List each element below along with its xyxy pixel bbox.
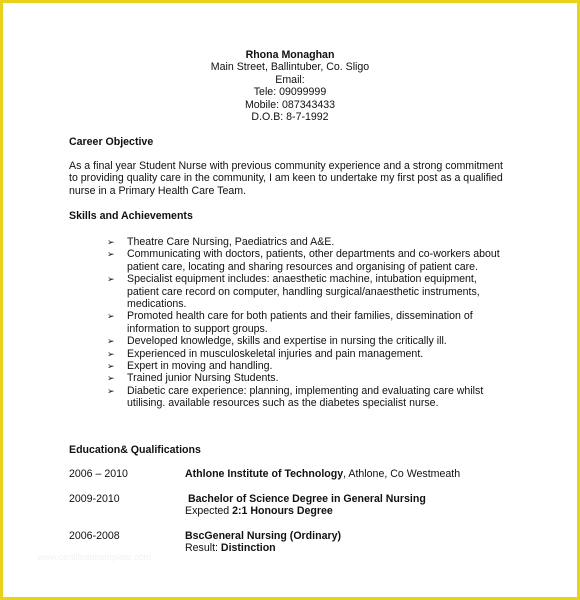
- skill-line: information to support groups.: [127, 322, 268, 335]
- arrow-right-icon: ➢: [107, 274, 115, 285]
- objective-line: As a final year Student Nurse with previous community experience and a strong commitment: [69, 160, 503, 172]
- education-date: 2009-2010: [69, 493, 120, 505]
- result-label: Expected: [185, 505, 233, 518]
- skill-line: medications.: [127, 298, 187, 311]
- telephone: Tele: 09099999: [253, 86, 327, 99]
- education-detail: [185, 493, 426, 518]
- skill-line: patient care, locating and sharing resources and organising of patient care.: [127, 260, 478, 273]
- contact-header: [3, 49, 577, 123]
- institution-location: , Athlone, Co Westmeath: [343, 468, 461, 480]
- skills-list: [107, 236, 527, 410]
- list-item: [107, 372, 527, 384]
- skill-line: Specialist equipment includes: anaesthetic machine, intubation equipment,: [127, 273, 477, 286]
- arrow-right-icon: ➢: [107, 311, 115, 322]
- education-heading: Education& Qualifications: [69, 444, 201, 456]
- career-objective-heading: Career Objective: [69, 136, 154, 148]
- arrow-right-icon: ➢: [107, 361, 115, 372]
- result-label: Result:: [185, 542, 221, 555]
- arrow-right-icon: ➢: [107, 237, 115, 247]
- skill-line: Developed knowledge, skills and expertise in nursing the critically ill.: [127, 335, 447, 348]
- qualification-result: [185, 505, 426, 517]
- education-date: 2006-2008: [69, 530, 120, 542]
- applicant-name: Rhona Monaghan: [245, 49, 335, 61]
- skill-line: patient care record on computer, handling surgical/anaesthetic instruments,: [127, 285, 480, 298]
- skill-line: Experienced in musculoskeletal injuries and pain management.: [127, 347, 424, 360]
- arrow-right-icon: ➢: [107, 336, 115, 347]
- arrow-right-icon: ➢: [107, 348, 115, 359]
- qualification-name: Bachelor of Science Degree in General Nursing: [185, 493, 426, 505]
- skill-line: Diabetic care experience: planning, implementing and evaluating care whilst: [127, 384, 484, 397]
- list-item: [107, 348, 527, 360]
- list-item: [107, 335, 527, 347]
- skill-line: Theatre Care Nursing, Paediatrics and A&E.: [127, 236, 335, 248]
- qualification-name: BscGeneral Nursing (Ordinary): [185, 530, 342, 542]
- education-date: 2006 – 2010: [69, 468, 128, 480]
- result-value: Distinction: [220, 542, 276, 555]
- objective-line: nurse in a Primary Health Care Team.: [69, 184, 247, 197]
- watermark: www.certificatetemplate.com: [37, 552, 152, 562]
- institution-name: Athlone Institute of Technology: [185, 468, 344, 480]
- skill-line: Trained junior Nursing Students.: [127, 372, 279, 385]
- list-item: [107, 273, 527, 310]
- education-detail: [185, 530, 341, 555]
- career-objective-text: [69, 160, 519, 197]
- date-of-birth: D.O.B: 8-7-1992: [251, 111, 329, 124]
- arrow-right-icon: ➢: [107, 373, 115, 384]
- email: Email:: [275, 73, 305, 86]
- objective-line: to providing quality care in the community, I am keen to undertake my first post as a qualified: [69, 172, 503, 185]
- skill-line: utilising. available resources such as the diabetes specialist nurse.: [127, 397, 439, 410]
- list-item: [107, 236, 527, 248]
- address: Main Street, Ballintuber, Co. Sligo: [210, 61, 370, 74]
- list-item: [107, 248, 527, 273]
- arrow-right-icon: ➢: [107, 249, 115, 260]
- skill-line: Communicating with doctors, patients, other departments and co-workers about: [127, 248, 500, 261]
- list-item: [107, 385, 527, 410]
- list-item: [107, 310, 527, 335]
- list-item: [107, 360, 527, 372]
- result-value: 2:1 Honours Degree: [232, 505, 333, 518]
- education-detail: [185, 468, 460, 480]
- qualification-result: [185, 542, 341, 554]
- skill-line: Promoted health care for both patients and their families, dissemination of: [127, 310, 473, 323]
- skills-heading: Skills and Achievements: [69, 210, 193, 222]
- resume-document: [3, 3, 577, 597]
- mobile: Mobile: 087343433: [244, 98, 336, 111]
- skill-line: Expert in moving and handling.: [127, 360, 273, 373]
- arrow-right-icon: ➢: [107, 385, 115, 396]
